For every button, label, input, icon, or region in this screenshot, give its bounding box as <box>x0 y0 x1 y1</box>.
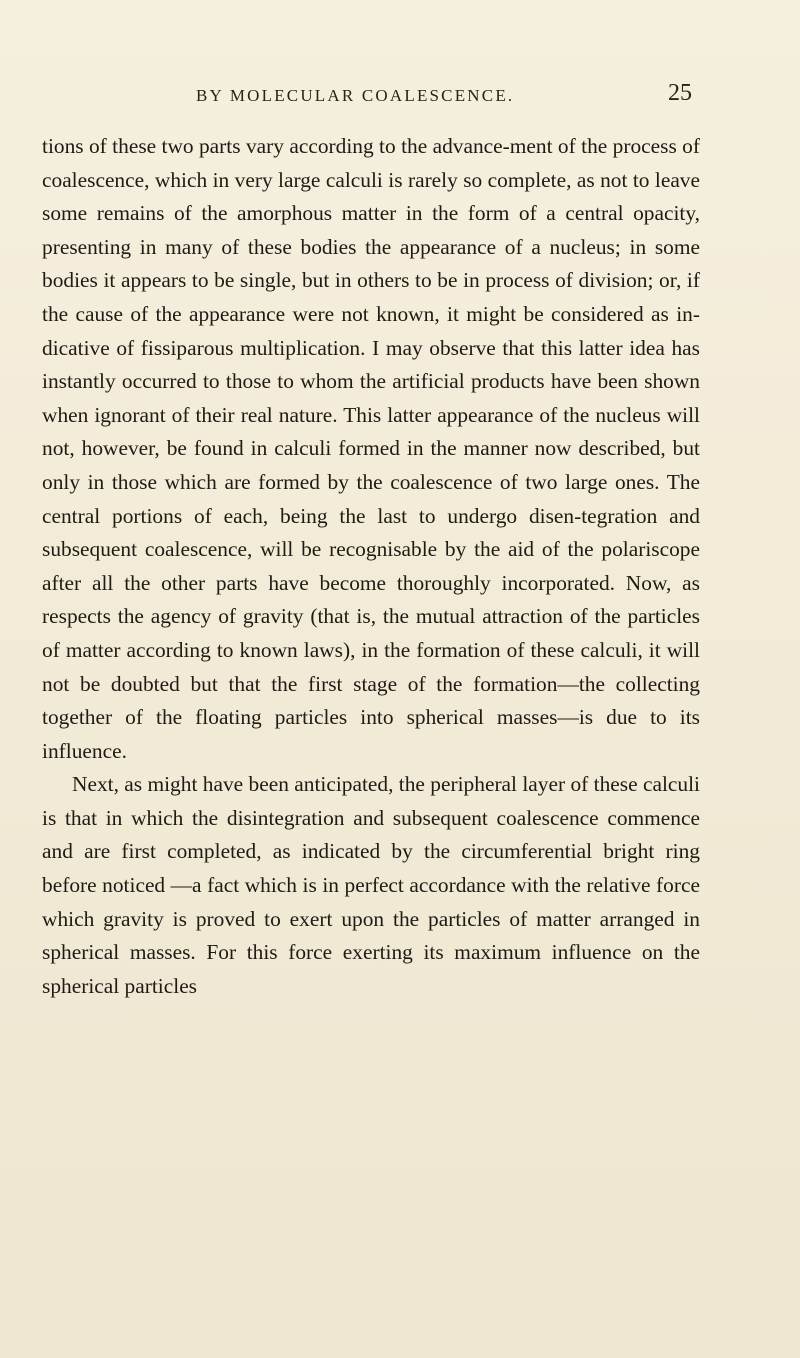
running-title: BY MOLECULAR COALESCENCE. <box>196 86 515 105</box>
page-number: 25 <box>668 80 692 106</box>
paragraph-next: Next, as might have been anticipated, the peripheral layer of these calculi is that in which the disintegration and subsequent coalescence commence and are first completed, as indicated by the circumferential bright ring before noticed —a fact which is in perfect accordance with the relative force which gravity is proved to exert upon the particles of matter arranged in spherical masses. For this force exerting its maximum influence on the spherical particles <box>42 772 700 998</box>
paragraph-continuation: tions of these two parts vary according to the advance-ment of the process of coalescence, which in very large calculi is rarely so complete, as not to leave some remains of the amorphous matter in the form of a central opacity, presenting in many of these bodies the appearance of a nucleus; in some bodies it appears to be single, but in others to be in process of division; or, if the cause of the appearance were not known, it might be considered as in-dicative of fissiparous multiplication. I may observe that this latter idea has instantly occurred to those to whom the artificial products have been shown when ignorant of their real nature. This latter appearance of the nucleus will not, however, be found in calculi formed in the manner now described, but only in those which are formed by the coalescence of two large ones. The central portions of each, being the last to undergo disen-tegration and subsequent coalescence, will be recognisable by the aid of the polariscope after all the other parts have become thoroughly incorporated. Now, as respects the agency of gravity (that is, the mutual attraction of the particles of matter according to known laws), in the formation of these calculi, it will not be doubted but that the first stage of the formation—the collecting together of the floating particles into spherical masses—is due to its influence. <box>42 134 700 763</box>
running-head <box>0 80 800 116</box>
body-text <box>42 130 700 1003</box>
